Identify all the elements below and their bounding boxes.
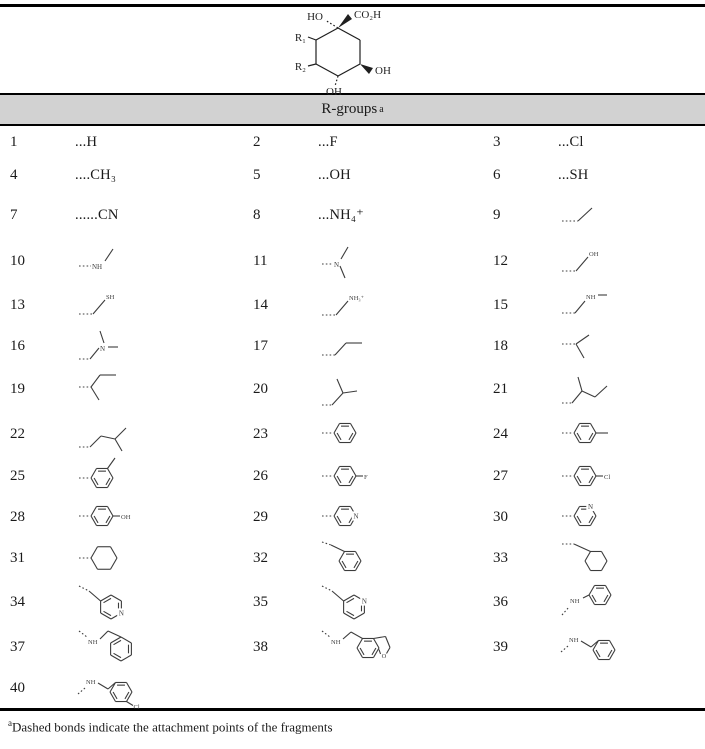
svg-text:NH: NH: [586, 294, 596, 301]
table-footnote: [0, 718, 705, 735]
svg-text:CO₂H: CO₂H: [353, 9, 381, 21]
entry-number: 36: [493, 593, 508, 610]
structure-drawing-dihydrobenzofuranylmethylaminomethyl: [318, 624, 414, 670]
structure-benzyl: [318, 535, 483, 581]
footnote-text: Dashed bonds indicate the attachment points of the fragments: [12, 719, 333, 735]
svg-text:OH: OH: [374, 65, 391, 77]
structure-pyridin-4-ylmethyl: [75, 579, 243, 625]
structure-drawing-chlorophenethylaminomethyl: [75, 666, 171, 712]
entry-number: 38: [253, 638, 268, 655]
table-header-title: R-groups: [321, 101, 378, 117]
entry-number: 13: [10, 296, 25, 313]
entry-text: [75, 167, 243, 184]
structure-phenyl: [318, 411, 483, 457]
structure-chlorophenethylaminomethyl: [75, 666, 243, 712]
svg-text:N: N: [100, 344, 106, 353]
svg-text:R₁: R₁: [294, 32, 306, 44]
structure-drawing-dimethylamino: [318, 239, 414, 285]
structure-benzylaminomethyl: [75, 624, 243, 670]
structure-drawing-pyridin-4-yl: [318, 494, 414, 540]
structure-m-tolyl: [75, 454, 243, 500]
structure-ethyl: [558, 193, 705, 239]
structure-drawing-methylaminomethyl: [558, 282, 654, 328]
structure-phenethylaminomethyl: [558, 624, 705, 670]
table-row: [0, 456, 705, 497]
table-row: [0, 579, 705, 625]
entry-text-value: ...SH: [558, 166, 589, 183]
entry-number: 3: [493, 133, 501, 150]
entry-number: 14: [253, 296, 268, 313]
structure-drawing-phenyl: [318, 411, 414, 457]
structure-dihydrobenzofuranylmethylaminomethyl: [318, 624, 483, 670]
svg-text:OH: OH: [325, 86, 342, 96]
entry-text: [318, 207, 483, 224]
table-row: [0, 284, 705, 326]
structure-drawing-2-methylbutyl: [558, 367, 654, 413]
structure-2-methylbutyl: [558, 367, 705, 413]
entry-number: 39: [493, 638, 508, 655]
svg-text:NH₃⁺: NH₃⁺: [349, 295, 365, 302]
structure-drawing-isopropyl: [558, 324, 654, 370]
scaffold-structure: [268, 4, 438, 96]
structure-ammoniomethyl: [318, 282, 483, 328]
entry-text-value: ......CN: [75, 207, 119, 223]
structure-drawing-ammoniomethyl: [318, 282, 414, 328]
structure-drawing-isobutyl: [318, 367, 414, 413]
structure-drawing-mercaptomethyl: [75, 282, 171, 328]
entry-number: 25: [10, 468, 25, 484]
structure-propyl: [318, 324, 483, 370]
entry-text-value: ....CH₃: [75, 166, 117, 183]
svg-text:NH: NH: [92, 262, 103, 271]
entry-number: 21: [493, 381, 508, 397]
structure-p-chlorophenyl: [558, 454, 705, 500]
svg-text:HO: HO: [306, 11, 323, 23]
entry-number: 32: [253, 549, 268, 566]
footnote-marker: a: [8, 718, 12, 728]
table-row: [0, 126, 705, 158]
svg-text:O: O: [381, 653, 387, 660]
structure-isopentyl: [75, 411, 243, 457]
table-row: [0, 192, 705, 239]
entry-number: 27: [493, 468, 508, 484]
entry-text: [318, 167, 483, 184]
structure-dimethylaminomethyl: [75, 324, 243, 370]
entry-number: 6: [493, 166, 501, 183]
svg-text:N: N: [361, 597, 367, 606]
svg-text:NH: NH: [331, 639, 341, 646]
svg-text:N: N: [334, 260, 340, 269]
structure-drawing-cyclohexyl: [75, 535, 171, 581]
table-row: [0, 669, 705, 711]
structure-isobutyl: [318, 367, 483, 413]
entry-number: 26: [253, 468, 268, 484]
entry-number: 16: [10, 338, 25, 354]
svg-text:Cl: Cl: [133, 703, 140, 711]
svg-text:Cl: Cl: [604, 473, 611, 481]
structure-drawing-hydroxymethyl: [558, 239, 654, 285]
entry-number: 29: [253, 508, 268, 525]
entry-number: 19: [10, 381, 25, 397]
scaffold-wrap: [0, 7, 705, 96]
entry-text: [558, 134, 705, 151]
structure-methylaminomethyl: [558, 282, 705, 328]
structure-drawing-propyl: [318, 324, 414, 370]
svg-text:NH: NH: [86, 678, 96, 686]
entry-number: 8: [253, 207, 261, 223]
svg-text:OH: OH: [121, 514, 131, 521]
entry-number: 5: [253, 166, 261, 183]
svg-text:NH: NH: [570, 598, 580, 605]
structure-drawing-phenethylaminomethyl: [558, 624, 654, 670]
table-row: [0, 367, 705, 412]
entry-number: 28: [10, 508, 25, 525]
structure-sec-butyl: [75, 367, 243, 413]
entry-text-value: ...NH₄⁺: [318, 207, 364, 223]
entry-text-value: ...OH: [318, 166, 351, 183]
entry-number: 20: [253, 381, 268, 397]
entry-number: 40: [10, 680, 25, 696]
structure-drawing-m-tolyl: [75, 454, 171, 500]
entry-number: 33: [493, 549, 508, 566]
entry-number: 15: [493, 296, 508, 313]
entry-number: 10: [10, 253, 25, 269]
structure-drawing-sec-butyl: [75, 367, 171, 413]
svg-text:N: N: [353, 512, 359, 521]
structure-p-fluorophenyl: [318, 454, 483, 500]
svg-text:OH: OH: [589, 250, 599, 258]
structure-pyridin-3-ylmethyl: [318, 579, 483, 625]
structure-drawing-pyridin-3-yl: [558, 494, 654, 540]
structure-anilinomethyl: [558, 579, 705, 625]
structure-drawing-dimethylaminomethyl: [75, 324, 171, 370]
entry-number: 34: [10, 593, 25, 610]
entry-number: 11: [253, 253, 268, 269]
structure-drawing-anilinomethyl: [558, 579, 654, 625]
structure-drawing-ethyl: [558, 193, 654, 239]
entry-text-value: ...F: [318, 133, 338, 150]
entry-number: 23: [253, 425, 268, 442]
structure-cyclohexyl: [75, 535, 243, 581]
entry-number: 7: [10, 207, 18, 223]
svg-text:SH: SH: [106, 294, 115, 301]
entry-number: 12: [493, 253, 508, 269]
structure-cyclohexylmethyl: [558, 535, 705, 581]
svg-text:NH: NH: [88, 639, 98, 646]
entry-number: 18: [493, 338, 508, 354]
structure-p-tolyl: [558, 411, 705, 457]
structure-drawing-benzyl: [318, 535, 414, 581]
structure-hydroxymethyl: [558, 239, 705, 285]
structure-drawing-methylamino: [75, 239, 171, 285]
entry-text: [558, 167, 705, 184]
structure-pyridin-4-yl: [318, 494, 483, 540]
svg-text:NH: NH: [569, 637, 579, 644]
entry-number: 4: [10, 166, 18, 183]
structure-p-hydroxyphenyl: [75, 494, 243, 540]
structure-pyridin-3-yl: [558, 494, 705, 540]
table-header: [0, 93, 705, 126]
table-row: [0, 537, 705, 579]
table-row: [0, 625, 705, 669]
table-header-footnote-marker: a: [379, 104, 384, 115]
structure-drawing-p-fluorophenyl: [318, 454, 414, 500]
entry-number: 24: [493, 425, 508, 442]
table-row: [0, 158, 705, 192]
table-row: [0, 497, 705, 537]
structure-drawing-benzylaminomethyl: [75, 624, 171, 670]
entry-number: 31: [10, 549, 25, 566]
structure-isopropyl: [558, 324, 705, 370]
structure-drawing-p-chlorophenyl: [558, 454, 654, 500]
rgroups-table: [0, 126, 705, 711]
entry-number: 2: [253, 133, 261, 150]
entry-number: 35: [253, 593, 268, 610]
entry-text: [318, 134, 483, 151]
svg-text:N: N: [587, 503, 594, 512]
svg-text:N: N: [118, 609, 124, 618]
structure-drawing-isopentyl: [75, 411, 171, 457]
structure-drawing-cyclohexylmethyl: [558, 535, 654, 581]
entry-number: 17: [253, 338, 268, 354]
entry-number: 37: [10, 638, 25, 655]
entry-number: 1: [10, 133, 18, 150]
table-row: [0, 326, 705, 367]
entry-number: 9: [493, 207, 501, 223]
entry-text-value: ...H: [75, 133, 98, 150]
structure-drawing-pyridin-3-ylmethyl: [318, 579, 414, 625]
svg-text:R₂: R₂: [294, 61, 306, 73]
structure-drawing-p-tolyl: [558, 411, 654, 457]
entry-number: 30: [493, 508, 508, 525]
entry-text: [75, 207, 243, 224]
entry-text: [75, 134, 243, 151]
structure-drawing-pyridin-4-ylmethyl: [75, 579, 171, 625]
svg-text:F: F: [364, 473, 368, 481]
structure-methylamino: [75, 239, 243, 285]
table-row: [0, 412, 705, 456]
entry-text-value: ...Cl: [558, 133, 584, 150]
entry-number: 22: [10, 425, 25, 442]
table-row: [0, 239, 705, 284]
structure-dimethylamino: [318, 239, 483, 285]
structure-mercaptomethyl: [75, 282, 243, 328]
structure-drawing-p-hydroxyphenyl: [75, 494, 171, 540]
